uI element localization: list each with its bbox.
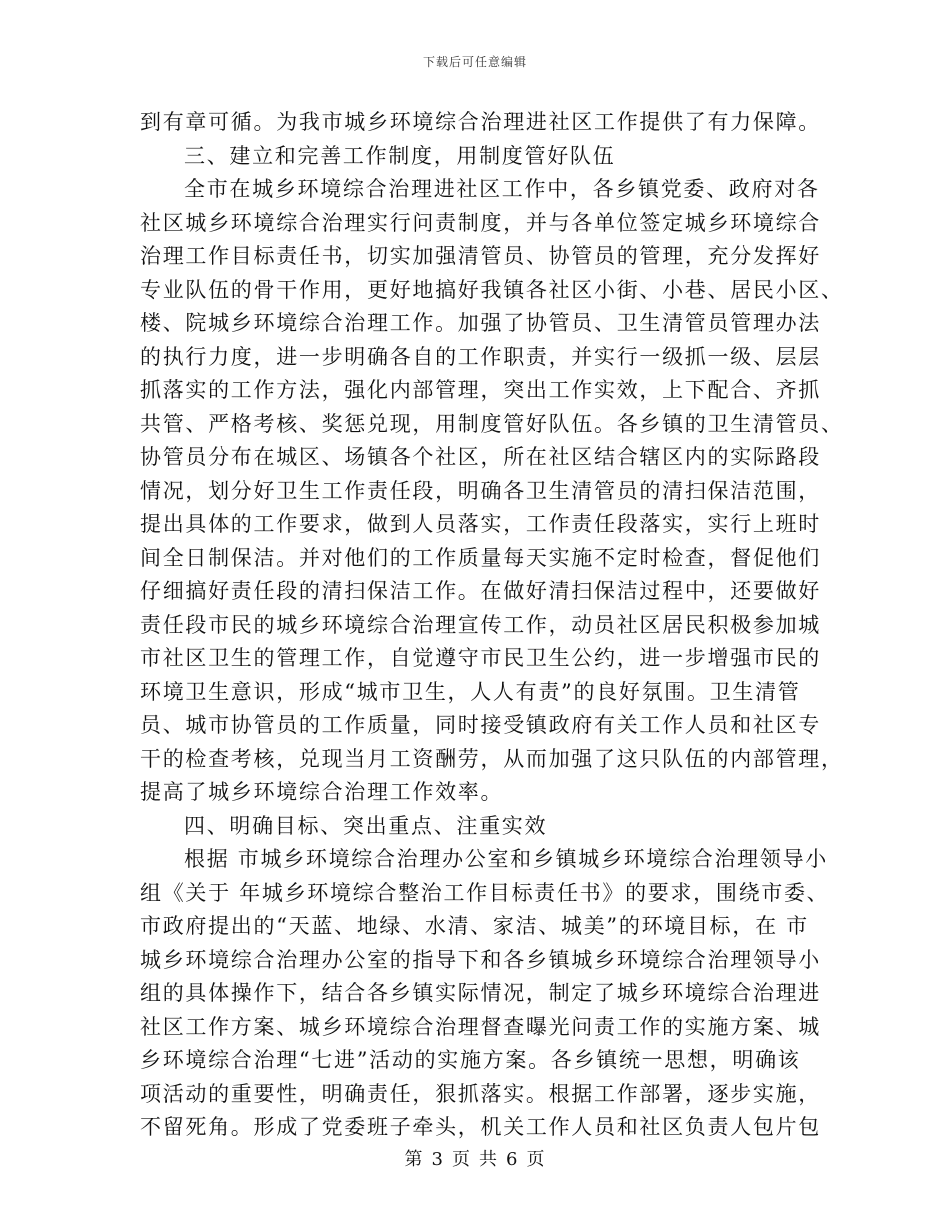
text-line: 责任段市民的城乡环境综合治理宣传工作，动员社区居民积极参加城 [140, 612, 821, 637]
text-line: 不留死角。形成了党委班子牵头，机关工作人员和社区负责人包片包 [140, 1115, 821, 1139]
text-line: 楼、院城乡环境综合治理工作。加强了协管员、卫生清管员管理办法 [140, 311, 821, 335]
text-line: 干的检查考核，兑现当月工资酬劳，从而加强了这只队伍的内部管理， [140, 746, 844, 771]
text-line: 间全日制保洁。并对他们的工作质量每天实施不定时检查，督促他们 [140, 545, 821, 570]
text-line: 全市在城乡环境综合治理进社区工作中，各乡镇党委、政府对各 [184, 177, 820, 201]
text-line: 环境卫生意识，形成“城市卫生，人人有责”的良好氛围。卫生清管 [140, 679, 801, 704]
text-line: 组的具体操作下，结合各乡镇实际情况，制定了城乡环境综合治理进 [140, 981, 821, 1005]
text-line: 共管、严格考核、奖惩兑现，用制度管好队伍。各乡镇的卫生清管员、 [140, 411, 844, 436]
total-page-number: 6 [506, 1149, 519, 1170]
page-header: 下载后可任意编辑 [422, 55, 527, 69]
text-line: 市政府提出的“天蓝、地绿、水清、家洁、城美”的环境目标，在 市 [140, 914, 809, 938]
total-label: 共 [479, 1149, 498, 1170]
text-line: 乡环境综合治理“七进”活动的实施方案。各乡镇统一思想，明确该 [140, 1048, 801, 1072]
text-line: 仔细搞好责任段的清扫保洁工作。在做好清扫保洁过程中，还要做好 [140, 579, 821, 603]
text-line: 协管员分布在城区、场镇各个社区，所在社区结合辖区内的实际路段 [140, 445, 821, 469]
current-page-number: 3 [431, 1149, 444, 1170]
text-line: 社区城乡环境综合治理实行问责制度，并与各单位签定城乡环境综合 [140, 210, 821, 235]
section-heading: 四、明确目标、突出重点、注重实效 [184, 813, 548, 838]
text-line: 抓落实的工作方法，强化内部管理，突出工作实效，上下配合、齐抓 [140, 378, 821, 402]
page-footer [0, 1145, 950, 1171]
text-line: 社区工作方案、城乡环境综合治理督查曝光问责工作的实施方案、城 [140, 1014, 821, 1039]
text-line: 治理工作目标责任书，切实加强清管员、协管员的管理，充分发挥好 [140, 244, 821, 268]
text-line: 提高了城乡环境综合治理工作效率。 [140, 780, 504, 804]
page-label: 第 [404, 1149, 424, 1170]
text-line: 城乡环境综合治理办公室的指导下和各乡镇城乡环境综合治理领导小 [140, 947, 821, 972]
text-line: 提出具体的工作要求，做到人员落实，工作责任段落实，实行上班时 [140, 512, 821, 536]
text-line: 到有章可循。为我市城乡环境综合治理进社区工作提供了有力保障。 [140, 110, 821, 134]
text-line: 市社区卫生的管理工作，自觉遵守市民卫生公约，进一步增强市民的 [140, 646, 821, 670]
text-line: 的执行力度，进一步明确各自的工作职责，并实行一级抓一级、层层 [140, 344, 821, 369]
section-heading: 三、建立和完善工作制度，用制度管好队伍 [184, 143, 616, 168]
text-line: 组《关于 年城乡环境综合整治工作目标责任书》的要求，围绕市委、 [140, 880, 830, 905]
text-line: 专业队伍的骨干作用，更好地搞好我镇各社区小街、小巷、居民小区、 [140, 277, 844, 302]
text-line: 员、城市协管员的工作质量，同时接受镇政府有关工作人员和社区专 [140, 713, 821, 737]
text-line: 情况，划分好卫生工作责任段，明确各卫生清管员的清扫保洁范围， [140, 478, 821, 503]
text-line: 项活动的重要性，明确责任，狠抓落实。根据工作部署，逐步实施， [140, 1081, 821, 1106]
text-line: 根据 市城乡环境综合治理办公室和乡镇城乡环境综合治理领导小 [184, 847, 828, 871]
page-unit-label: 页 [452, 1149, 471, 1170]
page-unit-label: 页 [526, 1149, 546, 1170]
document-body [140, 106, 844, 1145]
